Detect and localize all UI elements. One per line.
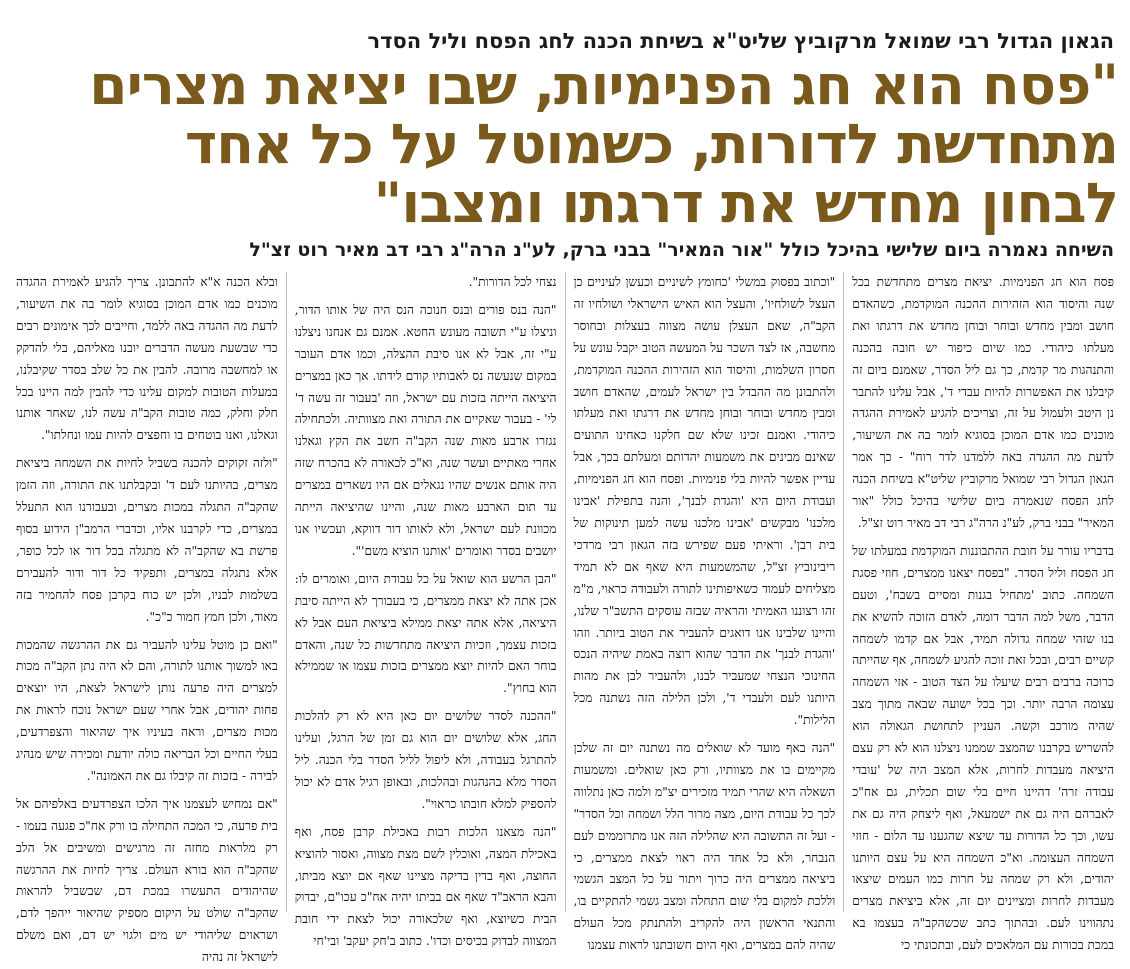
article-kicker: הגאון הגדול רבי שמואל מרקוביץ שליט"א בשיחת הכנה לחג הפסח וליל הסדר	[367, 29, 1114, 53]
paragraph: "ההכנה לסדר שלושים יום כאן היא לא רק להלכות החג, אלא שלושים יום הוא גם זמן של הרגל, ועלינו להתרגל בעבודה, ולא ליפול לליל הסדר בלי הכנה. ליל הסדר מלא בהנהגות ובהלכות, ובאופן רגיל אדם לא יכול להספיק למלא חובתו כראוי".	[294, 709, 557, 811]
paragraph: "ואם כן מוטל עלינו להעביר גם את ההרגשה שהמכות באו למשוך אותנו לתורה, והם לא היה נתן הקב"ה מכות למצרים היה פרעה נותן לישראל לצאת, היו יוצאים פחות יהודים, אבל אחרי שעם ישראל נוכח לראות את מכות מצרים, וראה בעיניו איך שהיאור והצפרדעים, בעלי החיים וכל הבריאה כולה יודעת ומכירה שיש מנהיג לבירה - בזכות זה קיבלו גם את האמונה".	[16, 637, 278, 783]
column-1	[843, 272, 1122, 953]
paragraph: "ולזה זקוקים להכנה בשביל לחיות את השמחה ביציאת מצרים, בהיותנו לעם ד' ובקבלתנו את התורה, וזה הזמן שהקב"ה התגלה במכות מצרים, ובעבורנו הוא התעלל במצרים, כדי לקרבנו אליו, וכדברי הרמב"ן הידוע בסוף פרשת בא שהקב"ה לא מתגלה בכל דור או לכל כופר, אלא נתגלה במצרים, ותפקיד כל דור ודור להעבירם בשלמות לבניו, ולכן יש כוח בקרבן פסח להחמיר בזה מאוד, ולכן חמץ חמור כ"כ".	[16, 456, 278, 624]
paragraph: "הבן הרשע הוא שואל על כל עבודת היום, ואומרים לו: אכן אתה לא יצאת ממצרים, כי בעבורך לא הייתה סיבת היציאה, אלא אתה יצאת ממילא ביציאת העם אבל לא בזכות עצמך, וזכיות היציאה מתחדשות כל שנה, והאדם בוחר האם להיות יוצא ממצרים בזכות עצמו או שממילא הוא בחוץ".	[294, 571, 557, 696]
paragraph: בדבריו עורר על חובת ההתבוננות המוקדמת במעלתו של חג הפסח וליל הסדר. "בפסח יצאנו ממצרים, חוזי פסגת השמחה. כתוב 'מתחיל בגנות ומסיים בשבח', וטעם הדבר, משל למה הדבר דומה, לאדם הזוכה להשיא את בנו שזהי שמחה גדולה תמיד, אבל אם קדמו לשמחה קשיים רבים, ובכל זאת זוכה להגיע לשמחה, אף שהייתה כרוכה ברבים רבים שיעלו על הצד הטוב - אזי השמחה עצומה הרבה יותר. וכך בכל ישועה שבאה מתוך מצב שהיה מורכב וקשה. העניין לתחושת הגאולה הוא להשריש בקרבנו שהמצב שממנו ניצלנו הוא לא רק עצם היציאה מעבדות לחרות, אלא המצב היה של 'עובדי עבודה זרה' דהיינו חיים בלי שום תכלית, גם אח"כ לאברהם היה גם את ישמעאל, ואף ליצחק היה גם את עשו, וכך כל הדורות עד שיצא שהגענו עד הלום - חוזי השמחה העצומה. וא"כ השמחה היא על עצם היותנו יהודים, ולא רק שמחה על חרות כמו העמים שיצאו מעבדות לחרות ומציינים יום זה, אלא ביציאת מצרים נתהווינו לעם. ובהתוך כתב שכשהקב"ה בעצמו בא במכת בכורות עם המלאכים לעם, ובתכונתי כי	[852, 543, 1114, 953]
headline-line-3: לבחון מחדש את דרגתו ומצבו"	[373, 171, 1118, 235]
paragraph: ובלא הכנה א"א להתבונן. צריך להגיע לאמירת ההגדה מוכנים כמו אדם המוכן בסוגיא לומר בה את השיעור, לדעת מה ההגדה באה ללמד, וחייבים לכך אימונים רבים כדי שבשעת מעשה הדברים יובנו מאליהם, בלי להדקק או למחשבה מרובה. להבין את כל שלב בסדר שקיבלנו, במעלות הטובות למקום עלינו כדי להבין למה היינו בכל חלק וחלק, כמה טובות הקב"ה עשה לנו, שאחר אותנו וגאלנו, ואנו בוטחים בו וחפצים להיות עמו ונחלתו".	[16, 275, 278, 443]
headline-line-2: מתחדשת לדורות, כשמוטל על כל אחד	[184, 112, 1118, 176]
article-subhead: השיחה נאמרה ביום שלישי בהיכל כולל "אור המאיר" בבני ברק, לע"נ הרה"ג רבי דב מאיר רוט זצ"ל	[249, 239, 1114, 261]
paragraph: "הנה באף מועד לא שואלים מה נשתנה יום זה שלכן מקיימים בו את מצוותיו, ורק כאן שואלים. ומשמעות השאלה היא שהרי תמיד מזכירים יצ"מ ולמה כאן נתלווה לכך כל עבודת היום, מצה מרור הלל ושמחה וכל הסדר" - ועל זה התשובה היא שהלילה הזה אנו מתרוממים לעם הנבחר, ולא כל אחד היה ראוי לצאת ממצרים, כי ביציאה ממצרים היה כרוך ויתור על כל המצב הגשמי וללכת למקום בלי שום התחלה ומצב גשמי להתקיים בו, והתנאי הראשון היה להקריב ולהתנתק מכל העולם שהיה להם במצרים, ואף היום חשובתנו לראות עצמנו	[573, 741, 836, 953]
paragraph: פסח הוא חג הפנימיות. יציאת מצרים מתחדשת בכל שנה והיסוד הוא הזהירות ההכנה המוקדמת, כשהאדם חושב ומבין מחדש ובוחר ובוחן מחדש את דרגתו ואת מעלתו כיהודי. כמו שיום כיפור יש חובה בהכנה והתנהגות מר קדמת, כך גם ליל הסדר, שאמנם ביום זה קיבלנו את האפשרות להיות עבדי ד', אבל עלינו להתבר נן היטב ולעמול על זה, וצריכים להגיע לאמירת ההגדה מוכנים כמו אדם המוכן בסוגיא לומר בה את השיעור, לדעת מה ההגדה באה ללמדנו לדר רוח" - כך אמר הגאון הגדול רבי שמואל מרקוביץ שליט"א בשיחת הכנה לחג הפסח שנאמרה ביום שלישי בהיכל כולל "אור המאיר" בבני ברק, לע"נ הרה"ג רבי דב מאיר רוט זצ"ל.	[852, 275, 1114, 530]
paragraph: "הנה בנס פורים ובנס חנוכה הנס היה של אותו הדור, וניצלו ע"י תשובה מעונש החטא. אמנם גם אנחנו ניצלנו ע"י זה, אבל לא אנו סיבת ההצלה, וכמו אדם העובר במקום שנעשה נס לאבותיו קודם לידתו. אך כאן במצרים היציאה הייתה בזכות עם ישראל, וזה 'בעבור זה עשה ד' לי' - בעבור שאקיים את התורה ואת מצוותיה. ולכתחילה נגזרו ארבע מאות שנה הקב"ה חשב את הקץ וגאלנו אחרי מאתיים ועשר שנה, וא"כ לכאורה לא בהכרח שזה היה אותם אנשים שהיו נגאלים אם היו נשארים במצרים עד תום הארבע מאות שנה, והיינו שהיציאה הייתה מכוונת לעם ישראל, ולא לאותו דור דווקא, ועכשיו אנו יושבים בסדר ואומרים 'אותנו הוציא משם'".	[294, 302, 557, 558]
paragraph: "וכתוב בפסוק במשלי 'כחומץ לשיניים וכעשן לעיניים כן העצל לשולחיו', והעצל הוא האיש הישראלי ושולחיו זה הקב"ה, שאם העצלן עושה מצווה בעצלות ובחוסר מחשבה, אז לצד השכר על המעשה הטוב יקבל עונש על חסרון השלמות, והיסוד הוא הזהירות ההכנה המוקדמת, ולהתבונן מה ההבדל בין ישראל לעמים, שהאדם חושב ומבין מחדש ובוחר ובוחן מחדש את דרגתו ואת מעלתו כיהודי. ואמנם זכינו שלא שם חלקנו כאחינו התועים שאינם מבינים את משמעות יהדותם ומעלתם בכך, אבל עדיין אפשר להיות בלי פנימיות. ופסח הוא חג הפנימיות, ועבודת היום היא 'והגדת לבנך', והנה בתפילת 'אבינו מלכנו' מבקשים 'אבינו מלכנו עשה למען תינוקות של בית רבן'. וראיתי פעם שפירש בזה הגאון רבי מרדכי ריבינוביץ זצ"ל, שהמשמעות היא שאף אם לא תמיד מצליחים לעמוד כשאיפותינו לתורה ולעבודה כראוי, מ"מ זהו רצוננו האמיתי והראיה שבזה עוסקים התשב"ר שלנו, והיינו שלבינו אנו דואגים להעביר את הטוב ביותר. וזהו 'והגדת לבנך' את הדבר שהוא רוצה באמת שיהיה הנכס החינוכי הנצחי שמעביר לבנו, ולהעביר לבן את מהות היותנו לעם ולעבדי ד', ולכן הלילה הזה נשתנה מכל הלילות".	[573, 275, 836, 728]
column-2	[565, 272, 844, 953]
article-body	[8, 272, 1122, 965]
headline-line-1: "פסח הוא חג הפנימיות, שבו יציאת מצרים	[89, 53, 1118, 117]
column-3	[286, 272, 565, 949]
article-headline	[10, 53, 1118, 235]
paragraph: "אם נמחיש לעצמנו איך הלכו הצפרדעים באלפיהם אל בית פרעה, כי המכה התחילה בו ורק אח"כ פגעה בעמו - רק מלראות מחזה זה מרגישים ומשיבים אל הלב שהקב"ה הוא בורא העולם. צריך לחיות את ההרגשה שהיהודים התעשרו במכת דם, שבשביל להראות שהקב"ה שולט על היקום מספיק שהיאור ייהפך לדם, ושראוים שליהודי יש מים ולגוי יש דם, ואם משלם לישראל זה נהיה	[16, 796, 278, 965]
paragraph: "הנה מצאנו הלכות רבות באכילת קרבן פסח, ואף באכילת המצה, ואוכלין לשם מצת מצווה, ואסור להוציא החוצה, ואף בדין בדיקה מציינו שאף אם יוצא מביתו, והבא הראב"ד שאף אם בביתו יהיה אח"כ עכו"ם, יבדוק הבית כשיוצא, ואף שלכאורה יכול לצאת ידי חובת המצווה לבדוק בכיסים וכדו'. כתוב ב'חק יעקב' ובי'חי	[294, 824, 557, 949]
paragraph: נצחי לכל הדורות".	[468, 275, 557, 289]
column-4	[8, 272, 286, 965]
